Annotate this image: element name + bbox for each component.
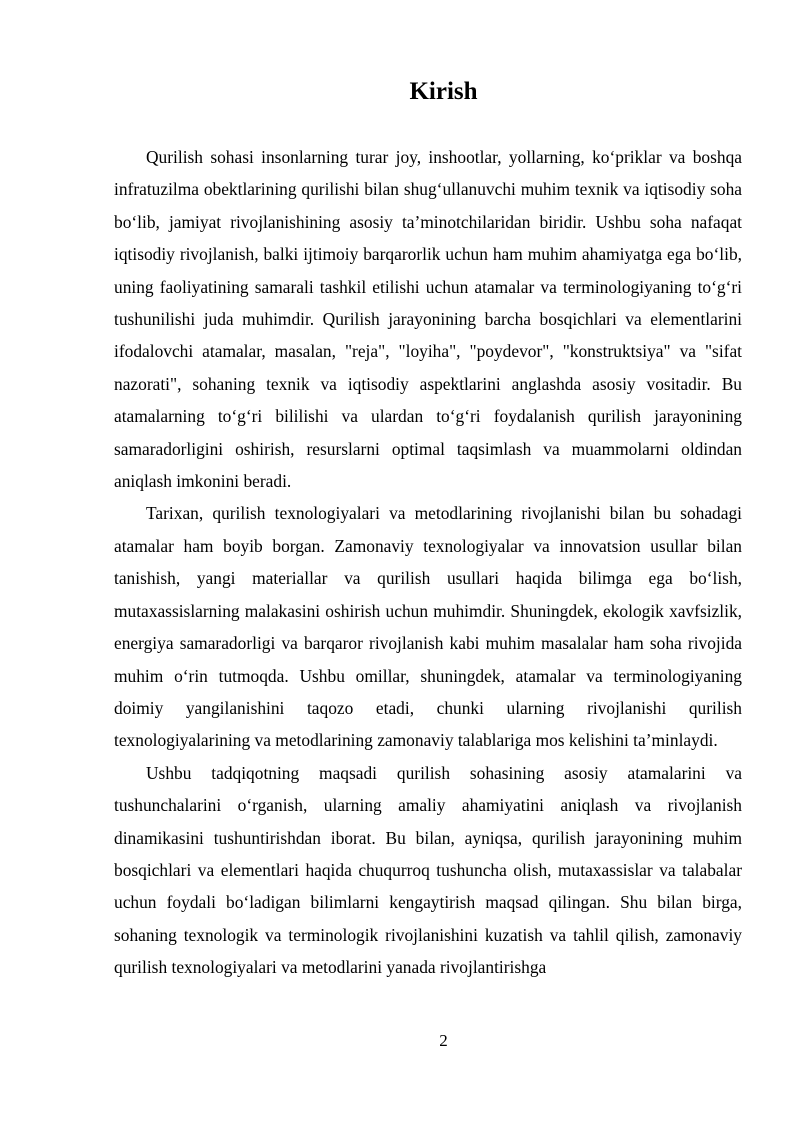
- page-number: 2: [439, 1031, 448, 1050]
- paragraph-1: Qurilish sohasi insonlarning turar joy, inshootlar, yollarning, koʻpriklar va boshqa infratuzilma obektlarining qurilishi bilan shugʻullanuvchi muhim texnik va iqtisodiy soha boʻlib, jamiyat rivojlanishining asosiy taʼminotchilaridan biridir. Ushbu soha nafaqat iqtisodiy rivojlanish, balki ijtimoiy barqarorlik uchun ham muhim ahamiyatga ega boʻlib, uning faoliyatining samarali tashkil etilishi uchun atamalar va terminologiyaning toʻgʻri tushunilishi juda muhimdir. Qurilish jarayonining barcha bosqichlari va elementlarini ifodalovchi atamalar, masalan, "reja", "loyiha", "poydevor", "konstruktsiya" va "sifat nazorati", sohaning texnik va iqtisodiy aspektlarini anglashda asosiy vositadir. Bu atamalarning toʻgʻri bililishi va ulardan toʻgʻri foydalanish qurilish jarayonining samaradorligini oshirish, resurslarni optimal taqsimlash va muammolarni oldindan aniqlash imkonini beradi.: [114, 147, 742, 492]
- paragraph-2: Tarixan, qurilish texnologiyalari va metodlarining rivojlanishi bilan bu sohadagi atamalar ham boyib borgan. Zamonaviy texnologiyalar va innovatsion usullar bilan tanishish, yangi materiallar va qurilish usullari haqida bilimga ega boʻlish, mutaxassislarning malakasini oshirish uchun muhimdir. Shuningdek, ekologik xavfsizlik, energiya samaradorligi va barqaror rivojlanish kabi muhim masalalar ham soha rivojida muhim oʻrin tutmoqda. Ushbu omillar, shuningdek, atamalar va terminologiyaning doimiy yangilanishini taqozo etadi, chunki ularning rivojlanishi qurilish texnologiyalarining va metodlarining zamonaviy talablariga mos kelishini taʼminlaydi.: [114, 503, 742, 751]
- paragraph-3: Ushbu tadqiqotning maqsadi qurilish sohasining asosiy atamalarini va tushunchalarini oʻrganish, ularning amaliy ahamiyatini aniqlash va rivojlanish dinamikasini tushuntirishdan iborat. Bu bilan, ayniqsa, qurilish jarayonining muhim bosqichlari va elementlari haqida chuqurroq tushuncha olish, mutaxassislar va talabalar uchun foydali boʻladigan bilimlarni kengaytirish maqsad qilingan. Shu bilan birga, sohaning texnologik va terminologik rivojlanishini kuzatish va tahlil qilish, zamonaviy qurilish texnologiyalari va metodlarini yanada rivojlantirishga: [114, 762, 742, 978]
- body-text: [114, 141, 742, 984]
- page-title: Kirish: [409, 78, 478, 105]
